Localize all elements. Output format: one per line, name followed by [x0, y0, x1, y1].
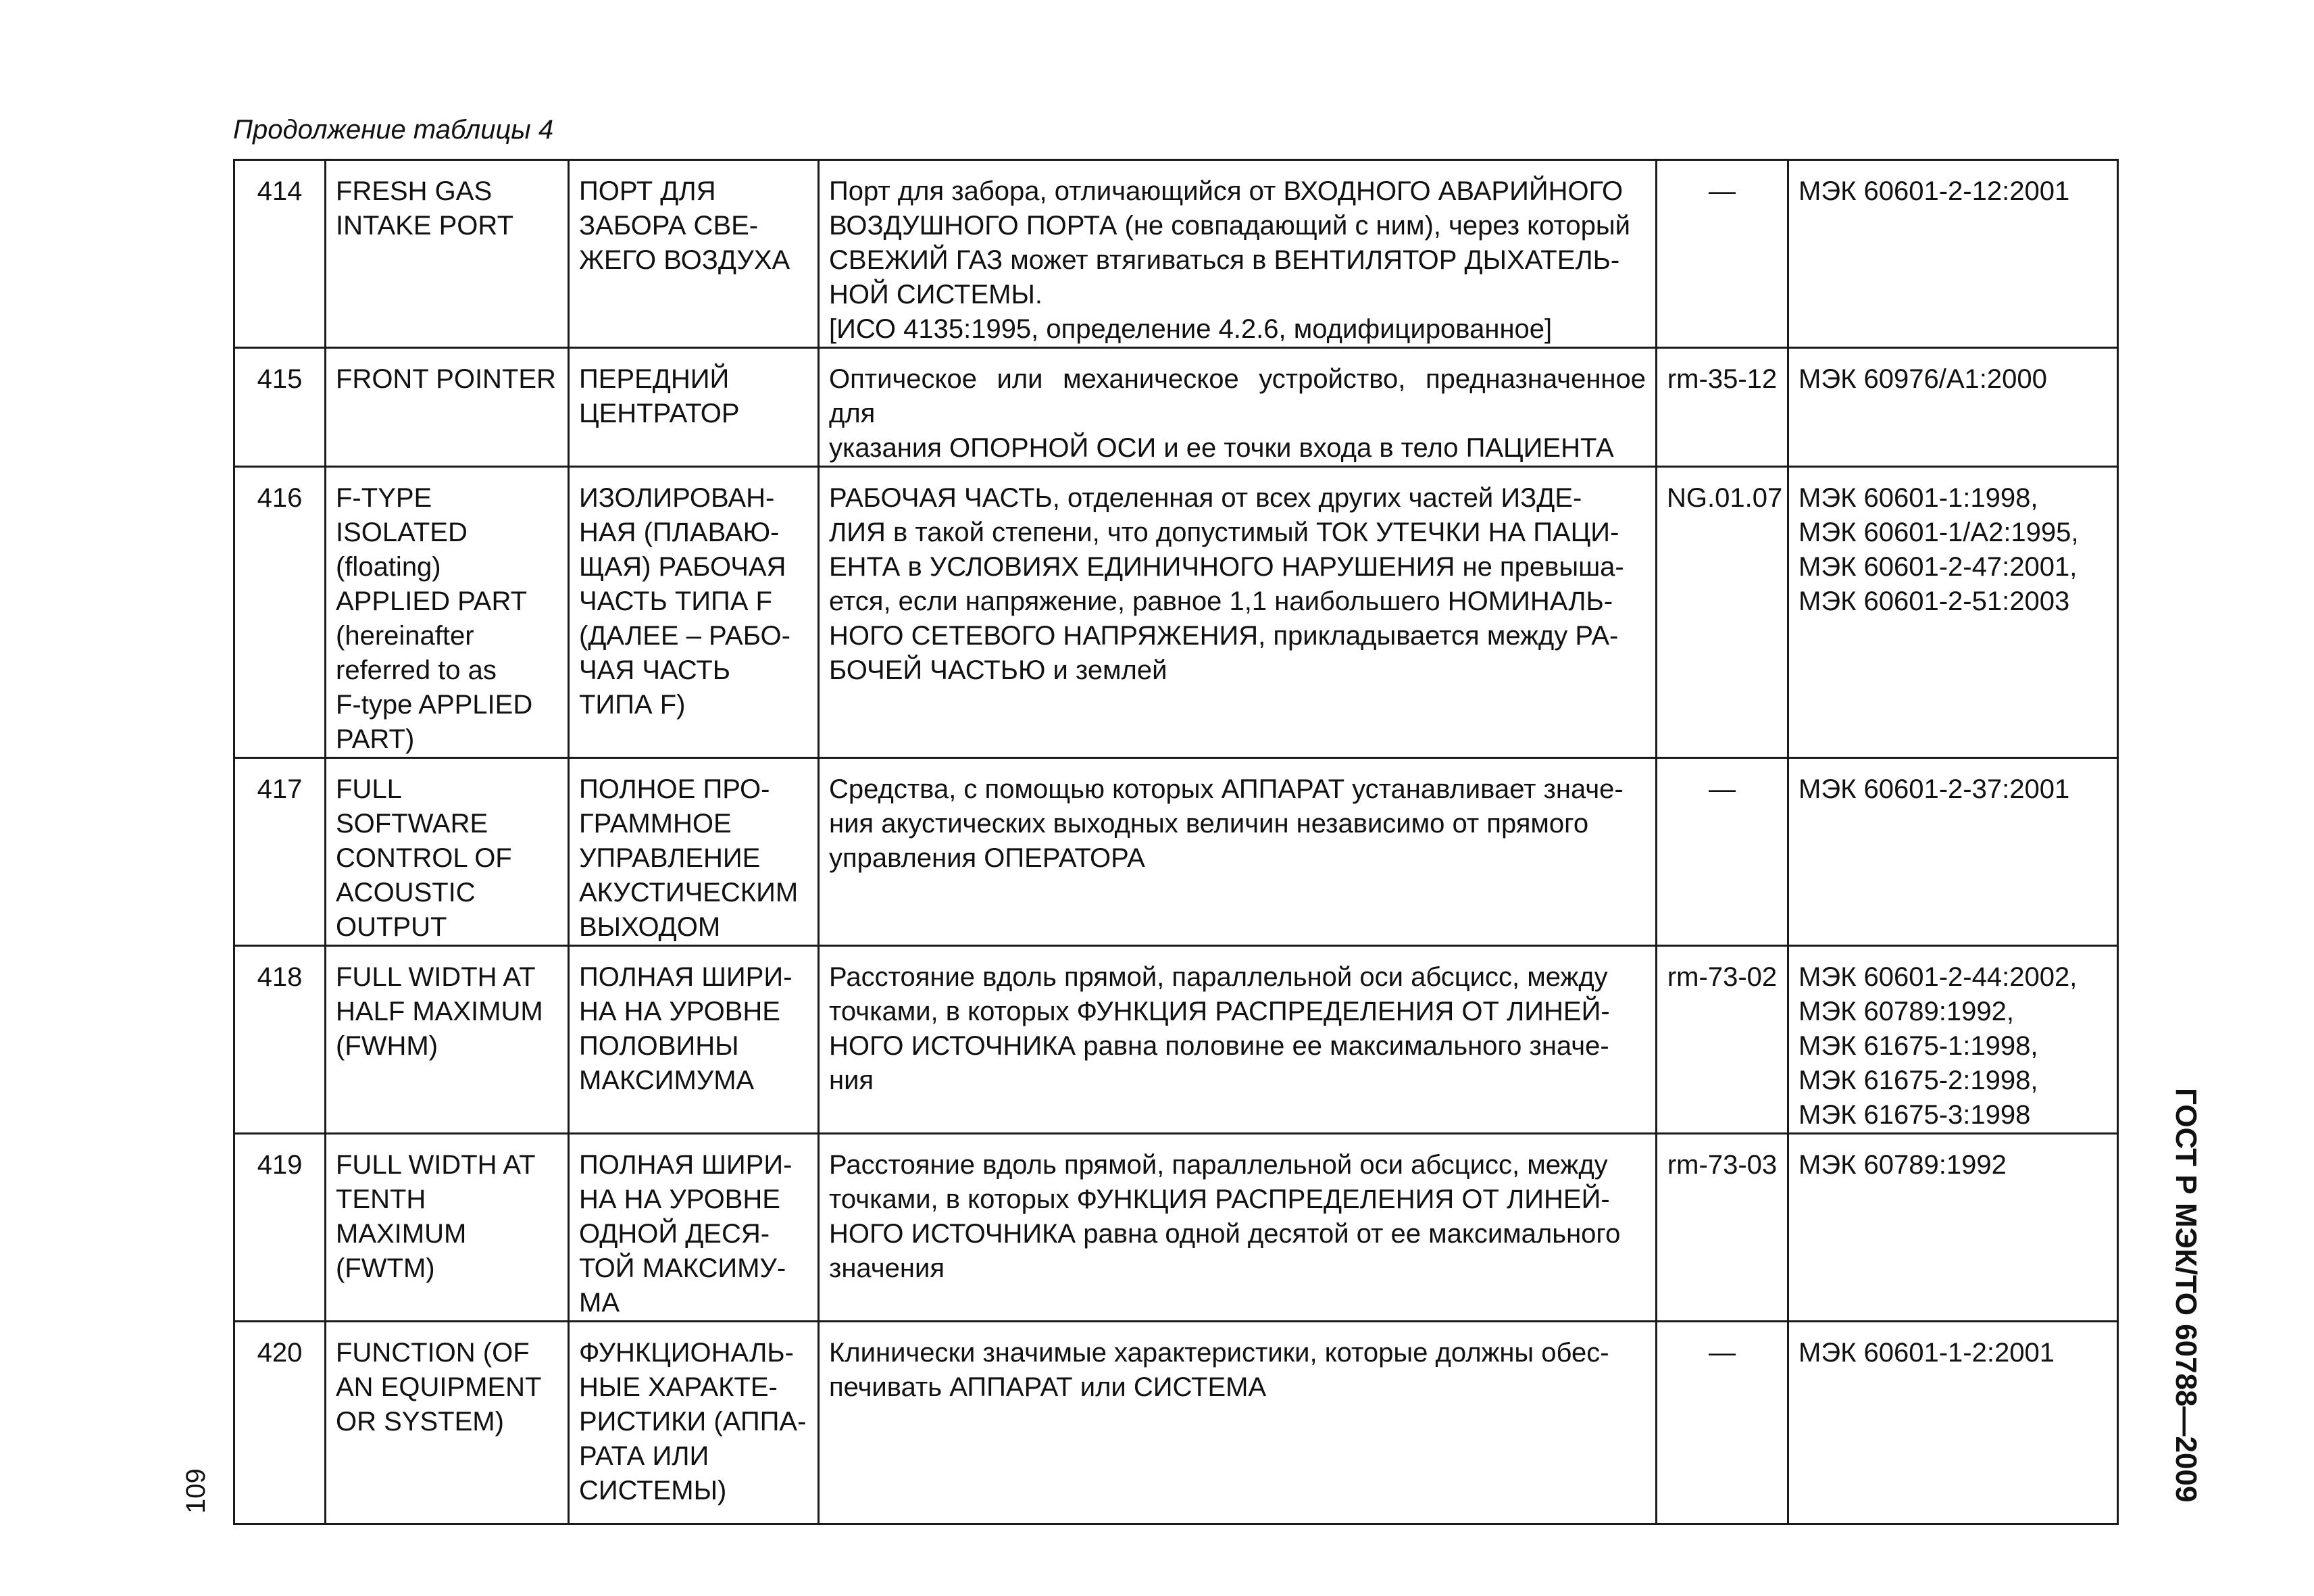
term-english-line: referred to as [336, 655, 497, 685]
term-reference-code: — [1657, 1322, 1788, 1524]
table-row [234, 160, 2118, 348]
source-line: МЭК 60789:1992 [1799, 1150, 2007, 1180]
definition-line: НОГО ИСТОЧНИКА равна одной десятой от ее максимального [829, 1219, 1621, 1249]
term-reference-code: rm-73-03 [1657, 1134, 1788, 1322]
term-russian-line: ПОЛНАЯ ШИРИ- [579, 1150, 793, 1180]
definition-line: НОГО СЕТЕВОГО НАПРЯЖЕНИЯ, прикладывается между РА- [829, 621, 1619, 651]
definition-line: ния акустических выходных величин независимо от прямого [829, 809, 1589, 839]
term-reference-code: rm-35-12 [1657, 348, 1788, 467]
definition-line: Оптическое или механическое устройство, предназначенное для [829, 364, 1646, 428]
term-reference-code: — [1657, 160, 1788, 348]
term-number: 415 [234, 348, 326, 467]
term-russian-line: ЖЕГО ВОЗДУХА [579, 245, 790, 275]
definition-line: НОЙ СИСТЕМЫ. [829, 280, 1043, 309]
term-english [326, 467, 569, 758]
term-english-line: OUTPUT [336, 912, 447, 942]
definition-line: [ИСО 4135:1995, определение 4.2.6, модифицированное] [829, 314, 1553, 344]
term-english [326, 1134, 569, 1322]
term-russian-line: ТИПА F) [579, 690, 686, 720]
term-russian-line: ОДНОЙ ДЕСЯ- [579, 1219, 770, 1249]
table-row [234, 467, 2118, 758]
term-number: 414 [234, 160, 326, 348]
page-number: 109 [181, 1468, 211, 1514]
term-english-line: FULL SOFTWARE [336, 774, 488, 839]
term-russian-line: НАЯ (ПЛАВАЮ- [579, 518, 780, 547]
term-source [1788, 1134, 2118, 1322]
definition-line: НОГО ИСТОЧНИКА равна половине ее максимального значе- [829, 1031, 1609, 1061]
term-source [1788, 160, 2118, 348]
term-russian-line: ЩАЯ) РАБОЧАЯ [579, 552, 786, 582]
term-english [326, 160, 569, 348]
term-english-line: (floating) [336, 552, 441, 582]
definition-line: управления ОПЕРАТОРА [829, 843, 1145, 873]
term-english-line: OR SYSTEM) [336, 1407, 504, 1437]
table-row [234, 946, 2118, 1134]
term-russian-line: ТОЙ МАКСИМУ- [579, 1253, 786, 1283]
table-row [234, 348, 2118, 467]
term-english-line: FULL WIDTH AT [336, 1150, 536, 1180]
source-line: МЭК 60601-1/А2:1995, [1799, 518, 2079, 547]
term-english-line: CONTROL OF [336, 843, 512, 873]
term-english [326, 1322, 569, 1524]
term-russian-line: АКУСТИЧЕСКИМ [579, 878, 799, 907]
term-english [326, 348, 569, 467]
term-number: 416 [234, 467, 326, 758]
term-english-line: (hereinafter [336, 621, 474, 651]
source-line: МЭК 60601-1-2:2001 [1799, 1338, 2055, 1368]
term-number: 420 [234, 1322, 326, 1524]
terms-table [233, 159, 2119, 1525]
definition-line: Порт для забора, отличающийся от ВХОДНОГО АВАРИЙНОГО [829, 176, 1624, 206]
source-line: МЭК 60601-2-37:2001 [1799, 774, 2070, 804]
term-russian-line: ЧАСТЬ ТИПА F [579, 587, 772, 616]
term-english-line: F-type APPLIED [336, 690, 533, 720]
term-russian-line: ПОЛОВИНЫ [579, 1031, 739, 1061]
term-russian-line: МАКСИМУМА [579, 1066, 755, 1095]
term-russian-line: РИСТИКИ (АППА- [579, 1407, 807, 1437]
term-russian-line: МА [579, 1288, 620, 1318]
source-line: МЭК 60601-2-51:2003 [1799, 587, 2070, 616]
term-russian-line: РАТА ИЛИ [579, 1441, 709, 1471]
source-line: МЭК 60976/А1:2000 [1799, 364, 2047, 394]
term-source [1788, 946, 2118, 1134]
document-title-vertical: ГОСТ Р МЭК/ТО 60788—2009 [2169, 1088, 2203, 1503]
source-line: МЭК 61675-2:1998, [1799, 1066, 2038, 1095]
term-russian-line: НА НА УРОВНЕ [579, 997, 780, 1026]
term-russian-line: ПОЛНОЕ ПРО- [579, 774, 770, 804]
term-number: 419 [234, 1134, 326, 1322]
term-english-line: INTAKE PORT [336, 211, 514, 241]
term-russian-line: ПОРТ ДЛЯ [579, 176, 716, 206]
term-source [1788, 1322, 2118, 1524]
term-russian [569, 758, 819, 946]
term-definition [819, 758, 1657, 946]
definition-line: значения [829, 1253, 945, 1283]
term-english-line: (FWTM) [336, 1253, 435, 1283]
table-row [234, 1134, 2118, 1322]
term-english [326, 758, 569, 946]
term-english-line: APPLIED PART [336, 587, 528, 616]
term-russian [569, 1134, 819, 1322]
definition-line: ется, если напряжение, равное 1,1 наибольшего НОМИНАЛЬ- [829, 587, 1613, 616]
term-number: 417 [234, 758, 326, 946]
term-russian-line: СИСТЕМЫ) [579, 1476, 727, 1505]
source-line: МЭК 60789:1992, [1799, 997, 2014, 1026]
definition-line: указания ОПОРНОЙ ОСИ и ее точки входа в тело ПАЦИЕНТА [829, 433, 1614, 463]
table-caption: Продолжение таблицы 4 [233, 115, 554, 145]
term-source [1788, 348, 2118, 467]
term-english [326, 946, 569, 1134]
term-number: 418 [234, 946, 326, 1134]
term-reference-code: NG.01.07 [1657, 467, 1788, 758]
term-definition [819, 1134, 1657, 1322]
definition-line: точками, в которых ФУНКЦИЯ РАСПРЕДЕЛЕНИЯ ОТ ЛИНЕЙ- [829, 1184, 1610, 1214]
term-definition [819, 348, 1657, 467]
term-definition [819, 160, 1657, 348]
term-english-line: FRESH GAS [336, 176, 493, 206]
term-russian-line: НЫЕ ХАРАКТЕ- [579, 1372, 778, 1402]
term-russian [569, 946, 819, 1134]
term-reference-code: rm-73-02 [1657, 946, 1788, 1134]
source-line: МЭК 60601-2-12:2001 [1799, 176, 2070, 206]
term-source [1788, 467, 2118, 758]
term-english-line: PART) [336, 724, 415, 754]
term-english-line: ACOUSTIC [336, 878, 476, 907]
definition-line: ЕНТА в УСЛОВИЯХ ЕДИНИЧНОГО НАРУШЕНИЯ не превыша- [829, 552, 1624, 582]
term-reference-code: — [1657, 758, 1788, 946]
term-english-line: FULL WIDTH AT [336, 962, 536, 992]
definition-line: точками, в которых ФУНКЦИЯ РАСПРЕДЕЛЕНИЯ ОТ ЛИНЕЙ- [829, 997, 1610, 1026]
term-russian-line: УПРАВЛЕНИЕ [579, 843, 761, 873]
term-russian-line: ЧАЯ ЧАСТЬ [579, 655, 731, 685]
term-russian-line: ФУНКЦИОНАЛЬ- [579, 1338, 794, 1368]
definition-line: Расстояние вдоль прямой, параллельной оси абсцисс, между [829, 1150, 1608, 1180]
definition-line: печивать АППАРАТ или СИСТЕМА [829, 1372, 1267, 1402]
definition-line: ния [829, 1066, 874, 1095]
term-english-line: HALF MAXIMUM [336, 997, 543, 1026]
table-row [234, 758, 2118, 946]
term-russian-line: ЗАБОРА СВЕ- [579, 211, 759, 241]
definition-line: ЛИЯ в такой степени, что допустимый ТОК УТЕЧКИ НА ПАЦИ- [829, 518, 1619, 547]
term-russian [569, 1322, 819, 1524]
term-russian-line: ПЕРЕДНИЙ [579, 364, 730, 394]
term-definition [819, 946, 1657, 1134]
source-line: МЭК 60601-2-44:2002, [1799, 962, 2078, 992]
term-russian-line: (ДАЛЕЕ – РАБО- [579, 621, 790, 651]
term-english-line: FUNCTION (OF [336, 1338, 530, 1368]
term-english-line: ISOLATED [336, 518, 468, 547]
definition-line: БОЧЕЙ ЧАСТЬЮ и землей [829, 655, 1167, 685]
term-english-line: F-TYPE [336, 483, 432, 513]
table-row [234, 1322, 2118, 1524]
definition-line: Расстояние вдоль прямой, параллельной оси абсцисс, между [829, 962, 1608, 992]
term-russian-line: НА НА УРОВНЕ [579, 1184, 780, 1214]
definition-line: Средства, с помощью которых АППАРАТ устанавливает значе- [829, 774, 1624, 804]
term-russian [569, 467, 819, 758]
term-russian [569, 160, 819, 348]
term-definition [819, 467, 1657, 758]
term-russian-line: ЦЕНТРАТОР [579, 399, 740, 428]
term-english-line: (FWHM) [336, 1031, 438, 1061]
term-russian [569, 348, 819, 467]
term-source [1788, 758, 2118, 946]
source-line: МЭК 60601-2-47:2001, [1799, 552, 2078, 582]
definition-line: СВЕЖИЙ ГАЗ может втягиваться в ВЕНТИЛЯТОР ДЫХАТЕЛЬ- [829, 245, 1620, 275]
term-english-line: FRONT POINTER [336, 364, 556, 394]
term-russian-line: ПОЛНАЯ ШИРИ- [579, 962, 793, 992]
term-russian-line: ГРАММНОЕ [579, 809, 732, 839]
source-line: МЭК 60601-1:1998, [1799, 483, 2038, 513]
source-line: МЭК 61675-3:1998 [1799, 1100, 2031, 1130]
term-russian-line: ИЗОЛИРОВАН- [579, 483, 775, 513]
source-line: МЭК 61675-1:1998, [1799, 1031, 2038, 1061]
term-russian-line: ВЫХОДОМ [579, 912, 721, 942]
term-english-line: AN EQUIPMENT [336, 1372, 542, 1402]
term-definition [819, 1322, 1657, 1524]
definition-line: РАБОЧАЯ ЧАСТЬ, отделенная от всех других частей ИЗДЕ- [829, 483, 1582, 513]
definition-line: ВОЗДУШНОГО ПОРТА (не совпадающий с ним), через который [829, 211, 1630, 241]
term-english-line: TENTH MAXIMUM [336, 1184, 467, 1249]
definition-line: Клинически значимые характеристики, которые должны обес- [829, 1338, 1609, 1368]
